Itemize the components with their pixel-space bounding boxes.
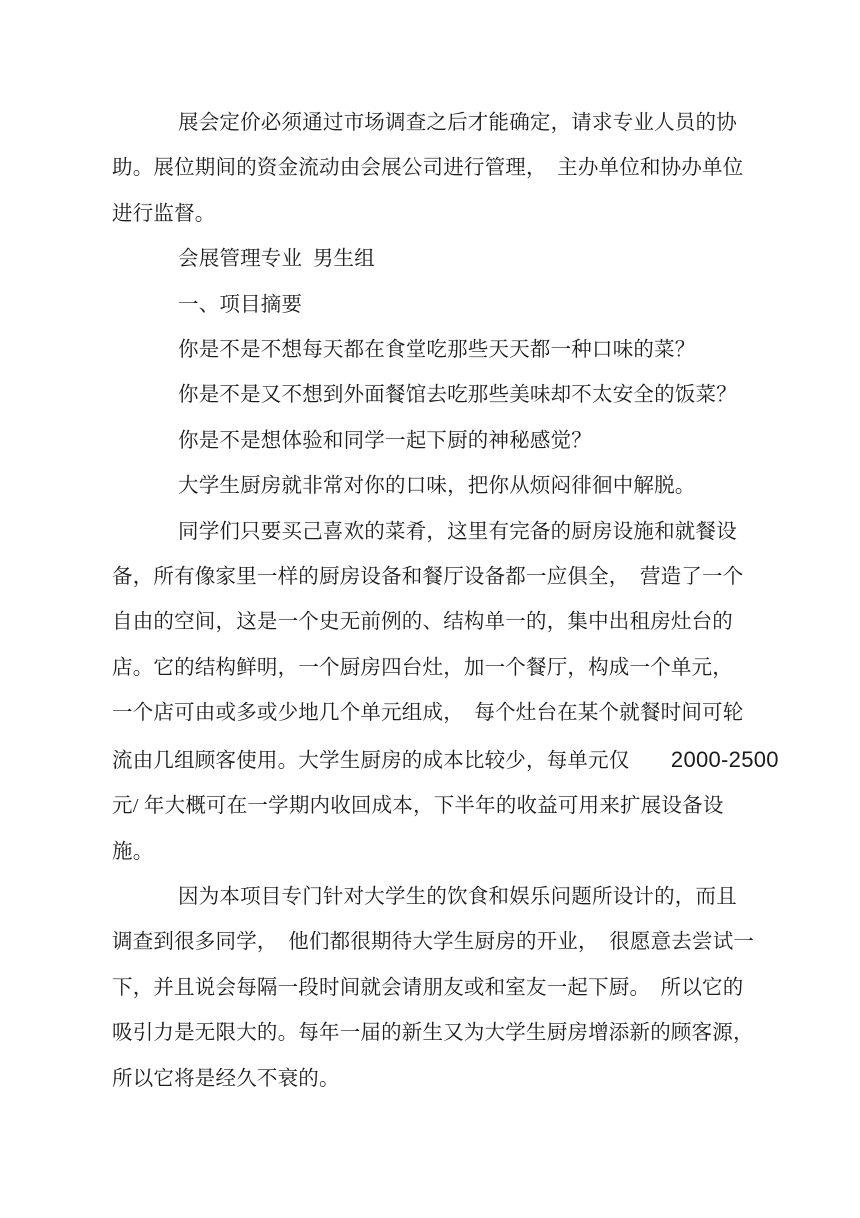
text-line: 助。展位期间的资金流动由会展公司进行管理， 主办单位和协办单位 [112,157,744,180]
text-line: 因为本项目专门针对大学生的饮食和娱乐问题所设计的，而且 [178,885,737,908]
text-run: 流由几组顾客使用。大学生厨房的成本比较少，每单元仅 [112,749,671,772]
text-line: 自由的空间，这是一个史无前例的、结构单一的，集中出租房灶台的 [112,611,733,634]
text-line: 一、项目摘要 [178,293,303,316]
text-line: 备，所有像家里一样的厨房设备和餐厅设备都一应俱全， 营造了一个 [112,566,744,589]
text-line: 元/ 年大概可在一学期内收回成本，下半年的收益可用来扩展设备设 [112,795,724,818]
text-line: 调查到很多同学， 他们都很期待大学生厨房的开业， 很愿意去尝试一 [112,931,755,954]
text-line: 展会定价必须通过市场调查之后才能确定，请求专业人员的协 [178,112,737,134]
text-line: 你是不是又不想到外面餐馆去吃那些美味却不太安全的饭菜？ [178,384,737,407]
text-line: 一个店可由或多或少地几个单元组成， 每个灶台在某个就餐时间可轮 [112,702,744,725]
text-line: 会展管理专业 男生组 [178,248,375,271]
document-body [112,101,779,1102]
text-line [112,737,779,784]
text-line: 你是不是不想每天都在食堂吃那些天天都一种口味的菜？ [178,339,696,362]
text-line: 你是不是想体验和同学一起下厨的神秘感觉？ [178,429,592,452]
text-line: 大学生厨房就非常对你的口味，把你从烦闷徘徊中解脱。 [178,475,696,498]
text-line: 吸引力是无限大的。每年一届的新生又为大学生厨房增添新的顾客源， [112,1022,754,1045]
text-line: 店。它的结构鲜明，一个厨房四台灶，加一个餐厅，构成一个单元， [112,656,733,679]
latin-number-run: 2000-2500 [670,746,779,772]
text-line: 施。 [112,840,154,863]
text-line: 进行监督。 [112,202,216,225]
text-line: 所以它将是经久不衰的。 [112,1067,340,1090]
text-line: 下，并且说会每隔一段时间就会请朋友或和室友一起下厨。 所以它的 [112,976,744,999]
text-line: 同学们只要买己喜欢的菜肴，这里有完备的厨房设施和就餐设 [178,520,737,543]
